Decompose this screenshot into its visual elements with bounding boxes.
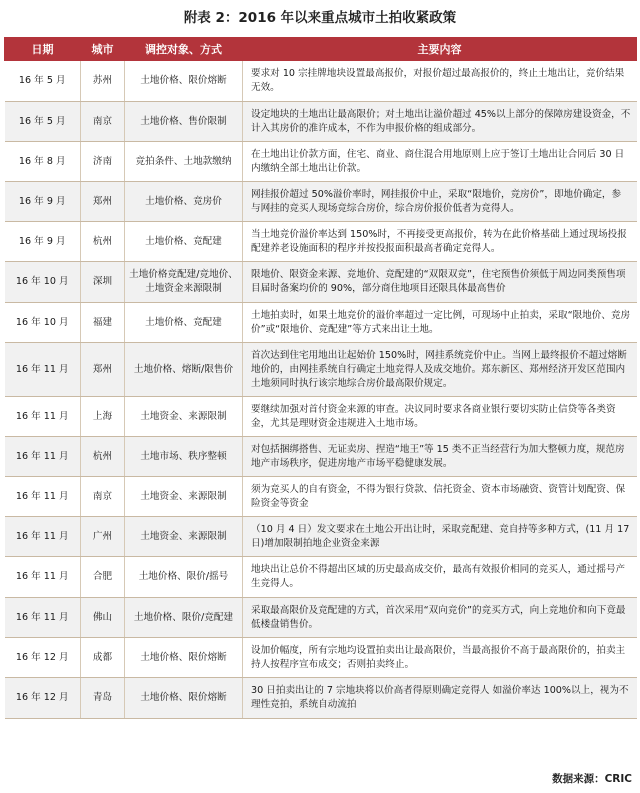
cell-city: 福建 — [81, 303, 125, 343]
cell-date: 16 年 11 月 — [5, 557, 81, 598]
cell-content: 网挂报价超过 50%溢价率时，网挂报价中止，采取“限地价，竞房价”，即地价确定，参与网挂的竞买人现场竞综合房价，综合房价报价低者为竞得人。 — [243, 182, 637, 222]
cell-target: 土地价格、竞房价 — [125, 182, 243, 222]
cell-target: 土地价格、竞配建 — [125, 222, 243, 262]
cell-content: 设定地块的土地出让最高限价；对土地出让溢价超过 45%以上部分的保障房建设资金，不计入其房价的准许成本，不作为申报价格的组成部分。 — [243, 102, 637, 142]
cell-city: 佛山 — [81, 598, 125, 638]
cell-city: 青岛 — [81, 678, 125, 719]
cell-date: 16 年 11 月 — [5, 343, 81, 397]
table-row — [5, 598, 637, 638]
table-row — [5, 517, 637, 557]
cell-date: 16 年 11 月 — [5, 397, 81, 437]
cell-city: 济南 — [81, 142, 125, 182]
cell-city: 郑州 — [81, 182, 125, 222]
cell-date: 16 年 10 月 — [5, 262, 81, 303]
cell-target: 土地资金、来源限制 — [125, 397, 243, 437]
cell-target: 竞拍条件、土地款缴纳 — [125, 142, 243, 182]
cell-target: 土地价格、限价/摇号 — [125, 557, 243, 598]
table-row — [5, 638, 637, 678]
data-source-note: 数据来源：CRIC — [552, 773, 632, 785]
table-title: 附表 2：2016 年以来重点城市土拍收紧政策 — [183, 10, 457, 26]
cell-date: 16 年 10 月 — [5, 303, 81, 343]
cell-date: 16 年 11 月 — [5, 437, 81, 477]
cell-city: 成都 — [81, 638, 125, 678]
table-row — [5, 182, 637, 222]
table-header-row — [5, 38, 637, 61]
cell-target: 土地价格、限价熔断 — [125, 61, 243, 102]
table-row — [5, 102, 637, 142]
table-row — [5, 61, 637, 102]
cell-date: 16 年 11 月 — [5, 477, 81, 517]
cell-content: 土地拍卖时，如果土地竞价的溢价率超过一定比例，可现场中止拍卖，采取“限地价、竞房价”或“限地价、竞配建”等方式来出让土地。 — [243, 303, 637, 343]
cell-target: 土地市场、秩序整顿 — [125, 437, 243, 477]
cell-date: 16 年 5 月 — [5, 61, 81, 102]
column-header-target: 调控对象、方式 — [125, 38, 243, 61]
cell-city: 郑州 — [81, 343, 125, 397]
cell-target: 土地价格竞配建/竞地价、土地资金来源限制 — [125, 262, 243, 303]
table-row — [5, 343, 637, 397]
cell-target: 土地价格、限价熔断 — [125, 678, 243, 719]
column-header-date: 日期 — [5, 38, 81, 61]
cell-city: 南京 — [81, 102, 125, 142]
table-row — [5, 222, 637, 262]
cell-content: 须为竞买人的自有资金，不得为银行贷款、信托资金、资本市场融资、资管计划配资、保险资金等资金 — [243, 477, 637, 517]
cell-target: 土地价格、熔断/限售价 — [125, 343, 243, 397]
table-row — [5, 303, 637, 343]
cell-target: 土地价格、限价/竞配建 — [125, 598, 243, 638]
cell-date: 16 年 11 月 — [5, 517, 81, 557]
cell-content: 在土地出让价款方面，住宅、商业、商住混合用地原则上应于签订土地出让合同后 30 日内缴纳全部土地出让价款。 — [243, 142, 637, 182]
cell-target: 土地价格、限价熔断 — [125, 638, 243, 678]
cell-content: 首次达到住宅用地出让起始价 150%时，网挂系统竞价中止。当网上最终报价不超过熔断地价的，由网挂系统自行确定土地竞得人及成交地价。郑东新区、郑州经济开发区范围内土地须同时执行该宗地综合房价最高限价规定。 — [243, 343, 637, 397]
cell-date: 16 年 12 月 — [5, 678, 81, 719]
cell-content: 限地价、限资金来源、竞地价、竞配建的“双限双竞”，住宅预售价须低于周边同类预售项目届时备案均价的 90%，部分商住地项目还限具体最高售价 — [243, 262, 637, 303]
cell-content: 对包括捆绑搭售、无证卖房、捏造“地王”等 15 类不正当经营行为加大整顿力度，规范房地产市场秩序，促进房地产市场平稳健康发展。 — [243, 437, 637, 477]
cell-target: 土地价格、竞配建 — [125, 303, 243, 343]
cell-date: 16 年 9 月 — [5, 222, 81, 262]
table-row — [5, 437, 637, 477]
cell-date: 16 年 5 月 — [5, 102, 81, 142]
table-row — [5, 142, 637, 182]
cell-city: 苏州 — [81, 61, 125, 102]
cell-content: 要继续加强对首付资金来源的审查。决议同时要求各商业银行要切实防止信贷等各类资金，尤其是理财资金违规进入土地市场。 — [243, 397, 637, 437]
cell-city: 杭州 — [81, 437, 125, 477]
table-row — [5, 262, 637, 303]
cell-city: 合肥 — [81, 557, 125, 598]
policy-table — [4, 37, 637, 719]
cell-city: 深圳 — [81, 262, 125, 303]
cell-date: 16 年 8 月 — [5, 142, 81, 182]
table-row — [5, 557, 637, 598]
table-row — [5, 678, 637, 719]
table-row — [5, 477, 637, 517]
cell-content: 设加价幅度，所有宗地均设置拍卖出让最高限价，当最高报价不高于最高限价的，拍卖主持人按程序宣布成交；否则拍卖终止。 — [243, 638, 637, 678]
cell-city: 上海 — [81, 397, 125, 437]
column-header-city: 城市 — [81, 38, 125, 61]
cell-target: 土地价格、售价限制 — [125, 102, 243, 142]
cell-content: 30 日拍卖出让的 7 宗地块将以价高者得原则确定竞得人 如溢价率达 100%以上，视为不理性竞拍，系统自动流拍 — [243, 678, 637, 719]
table-row — [5, 397, 637, 437]
cell-date: 16 年 12 月 — [5, 638, 81, 678]
cell-city: 广州 — [81, 517, 125, 557]
column-header-content: 主要内容 — [243, 38, 637, 61]
cell-target: 土地资金、来源限制 — [125, 477, 243, 517]
cell-date: 16 年 9 月 — [5, 182, 81, 222]
cell-date: 16 年 11 月 — [5, 598, 81, 638]
cell-target: 土地资金、来源限制 — [125, 517, 243, 557]
table-body — [5, 61, 637, 719]
cell-city: 杭州 — [81, 222, 125, 262]
cell-content: 当土地竞价溢价率达到 150%时，不再接受更高报价，转为在此价格基础上通过现场投报配建养老设施面积的程序并按投报面积最高者确定竞得人。 — [243, 222, 637, 262]
cell-content: 采取最高限价及竞配建的方式，首次采用“双向竞价”的竞买方式，向上竞地价和向下竟最低楼盘销售价。 — [243, 598, 637, 638]
cell-content: 地块出让总价不得超出区域的历史最高成交价，最高有效报价相同的竞买人，通过摇号产生竞得人。 — [243, 557, 637, 598]
cell-city: 南京 — [81, 477, 125, 517]
cell-content: 要求对 10 宗挂牌地块设置最高报价，对报价超过最高报价的，终止土地出让，竞价结果无效。 — [243, 61, 637, 102]
cell-content: （10 月 4 日）发文要求在土地公开出让时，采取竞配建、竞自持等多种方式，(11 月 17 日)增加限制拍地企业资金来源 — [243, 517, 637, 557]
